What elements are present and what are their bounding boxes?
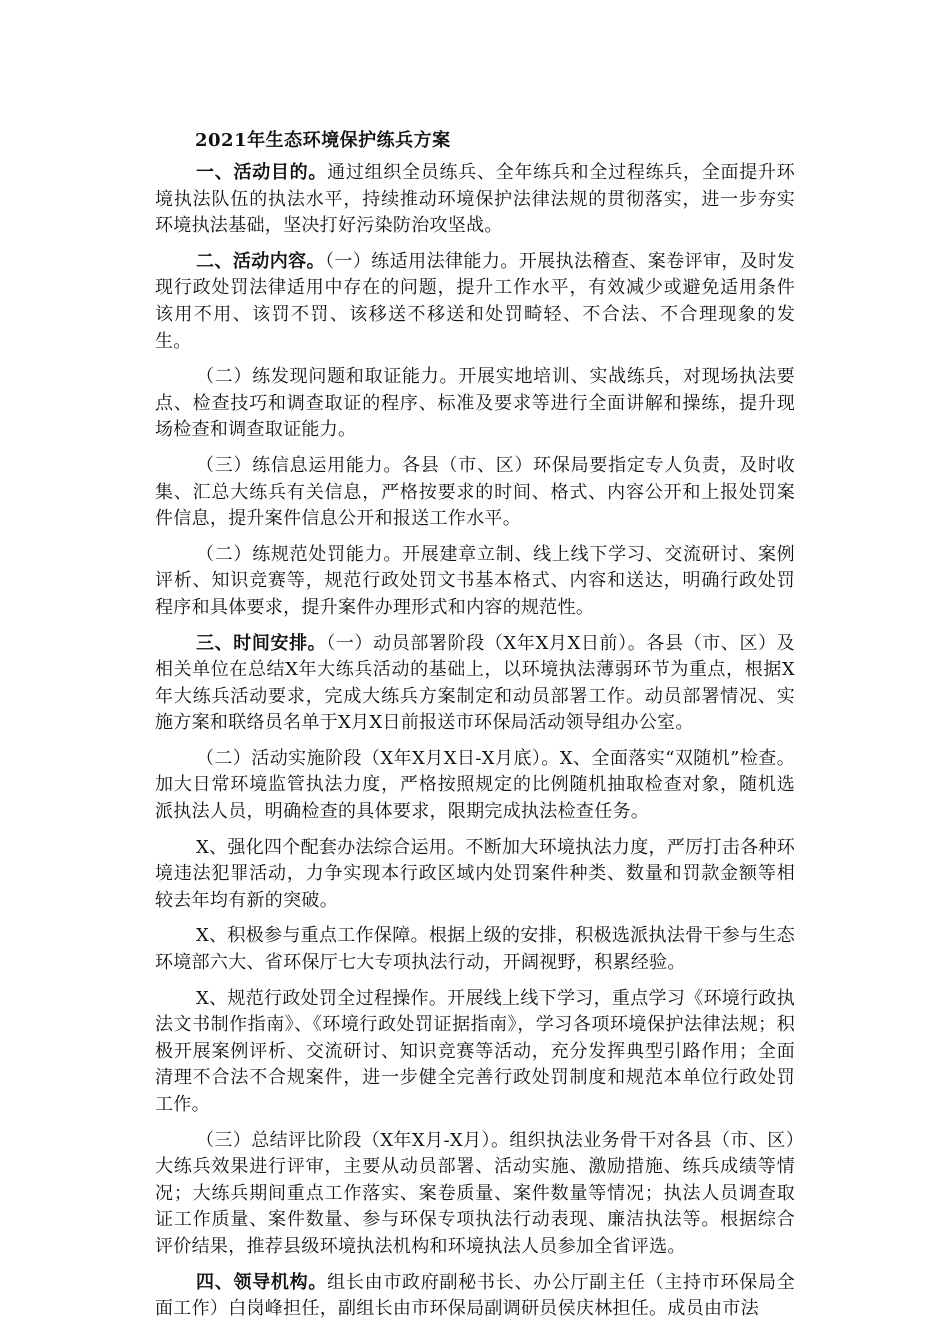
- paragraph: [155, 364, 795, 444]
- paragraph-text: （一）练适用法律能力。开展执法稽查、案卷评审，及时发现行政处罚法律适用中存在的问题，提升工作水平，有效减少或避免适用条件该用不用、该罚不罚、该移送不移送和处罚畸轻、不合法、不合理现象的发生。: [155, 250, 795, 352]
- paragraph-text: 组长由市政府副秘书长、办公厅副主任（主持市环保局全面工作）白岗峰担任，副组长由市环保局副调研员侯庆林担任。成员由市法: [155, 1271, 795, 1320]
- paragraph: [155, 631, 795, 737]
- paragraph: [155, 1270, 795, 1323]
- section-heading: 三、时间安排。: [196, 632, 327, 654]
- section-heading: 二、活动内容。: [196, 250, 325, 272]
- paragraph: [155, 160, 795, 240]
- paragraph-text: （二）练发现问题和取证能力。开展实地培训、实战练兵，对现场执法要点、检查技巧和调查取证的程序、标准及要求等进行全面讲解和操练，提升现场检查和调查取证能力。: [155, 366, 795, 441]
- paragraph-text: （一）动员部署阶段（X年X月X日前）。各县（市、区）及相关单位在总结X年大练兵活动的基础上，以环境执法薄弱环节为重点，根据X年大练兵活动要求，完成大练兵方案制定和动员部署工作。动员部署情况、实施方案和联络员名单于X月X日前报送市环保局活动领导组办公室。: [155, 632, 795, 734]
- paragraph-text: 通过组织全员练兵、全年练兵和全过程练兵，全面提升环境执法队伍的执法水平，持续推动环境保护法律法规的贯彻落实，进一步夯实环境执法基础，坚决打好污染防治攻坚战。: [155, 162, 795, 237]
- paragraph: [155, 542, 795, 622]
- paragraph-text: X、强化四个配套办法综合运用。不断加大环境执法力度，严厉打击各种环境违法犯罪活动，力争实现本行政区域内处罚案件种类、数量和罚款金额等相较去年均有新的突破。: [155, 836, 795, 911]
- paragraph: [155, 923, 795, 976]
- paragraph: [155, 249, 795, 355]
- paragraph: [155, 986, 795, 1119]
- paragraph-text: （三）练信息运用能力。各县（市、区）环保局要指定专人负责，及时收集、汇总大练兵有关信息，严格按要求的时间、格式、内容公开和上报处罚案件信息，提升案件信息公开和报送工作水平。: [155, 454, 795, 530]
- paragraph-text: （三）总结评比阶段（X年X月-X月）。组织执法业务骨干对各县（市、区）大练兵效果进行评审，主要从动员部署、活动实施、激励措施、练兵成绩等情况；大练兵期间重点工作落实、案卷质量、案件数量等情况；执法人员调查取证工作质量、案件数量、参与环保专项执法行动表现、廉洁执法等。根据综合评价结果，推荐县级环境执法机构和环境执法人员参加全省评选。: [155, 1129, 795, 1257]
- paragraph: [155, 453, 795, 533]
- paragraph-text: （二）活动实施阶段（X年X月X日-X月底）。X、全面落实“双随机”检查。加大日常环境监管执法力度，严格按照规定的比例随机抽取检查对象，随机选派执法人员，明确检查的具体要求，限期完成执法检查任务。: [155, 747, 795, 823]
- paragraph: [155, 835, 795, 915]
- document-title: 2021年生态环境保护练兵方案: [195, 130, 451, 151]
- paragraph: [155, 1128, 795, 1261]
- paragraph-text: （二）练规范处罚能力。开展建章立制、线上线下学习、交流研讨、案例评析、知识竞赛等，规范行政处罚文书基本格式、内容和送达，明确行政处罚程序和具体要求，提升案件办理形式和内容的规范性。: [155, 543, 795, 618]
- paragraph-text: X、积极参与重点工作保障。根据上级的安排，积极选派执法骨干参与生态环境部六大、省环保厅七大专项执法行动，开阔视野，积累经验。: [155, 925, 795, 974]
- section-heading: 一、活动目的。: [196, 162, 328, 183]
- paragraph-text: X、规范行政处罚全过程操作。开展线上线下学习，重点学习《环境行政执法文书制作指南》、《环境行政处罚证据指南》，学习各项环境保护法律法规；积极开展案例评析、交流研讨、知识竞赛等活动，充分发挥典型引路作用；全面清理不合法不合规案件，进一步健全完善行政处罚制度和规范本单位行政处罚工作。: [155, 987, 795, 1115]
- paragraph: [155, 746, 795, 826]
- section-heading: 四、领导机构。: [196, 1271, 328, 1293]
- document-page: [155, 126, 795, 1329]
